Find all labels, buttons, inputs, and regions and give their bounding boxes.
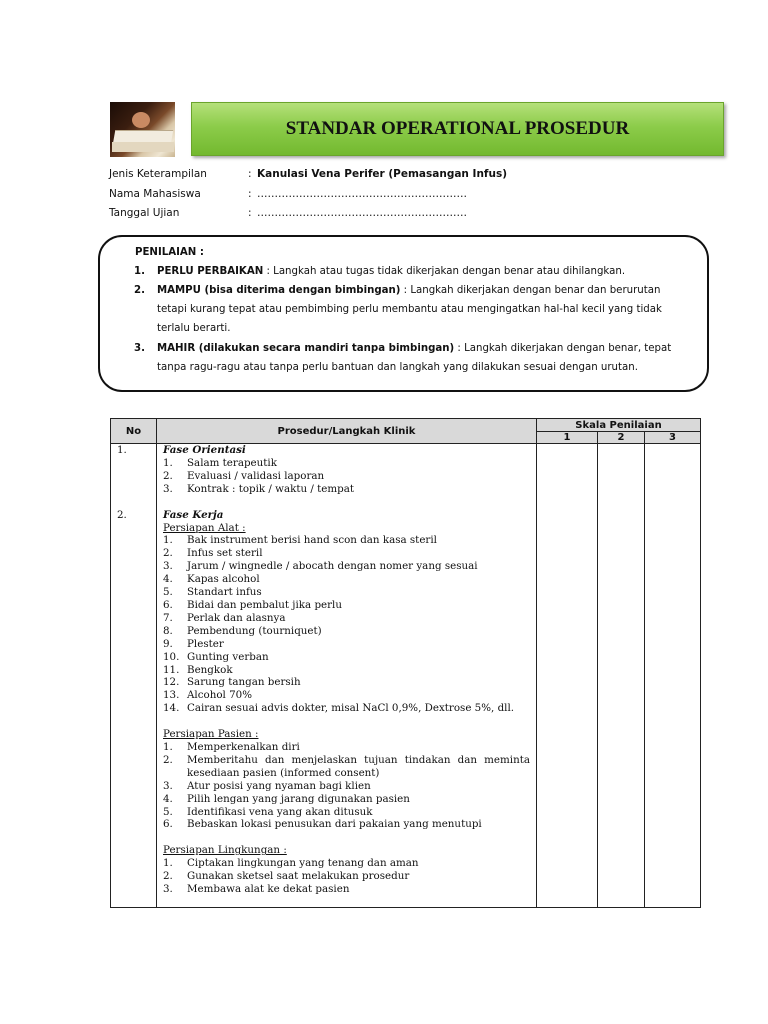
assessment-heading: PENILAIAN : [135,247,204,258]
list-item: 1. Memperkenalkan diri [163,741,300,754]
list-item: 3. Kontrak : topik / waktu / tempat [163,482,355,495]
list-item: 4. Kapas alcohol [163,573,260,586]
col-header-procedure: Prosedur/Langkah Klinik [157,419,537,444]
section-heading: Persiapan Pasien : [163,728,259,741]
list-item: 4. Pilih lengan yang jarang digunakan pasien [163,792,410,805]
list-item: 3. Atur posisi yang nyaman bagi klien [163,779,371,792]
list-item: 5. Standart infus [163,586,262,599]
list-item: 8. Pembendung (tourniquet) [163,624,322,637]
assessment-box: PENILAIAN : 1. PERLU PERBAIKAN : Langkah atau tugas tidak dikerjakan dengan benar atau dihilangkan. 2. MAMPU (bisa diterima dengan bimbingan) : Langkah dikerjakan dengan benar dan berurutan tetapi kurang tepat atau pembimbing perlu membantu atau mengingatkan hal-hal kecil yang tidak terlalu berarti. 3. MAHIR (dilakukan secara mandiri tanpa bimbingan) : Langkah dikerjakan dengan benar, tepat tanpa ragu-ragu atau tanpa perlu bantuan dan langkah yang dilakukan sesuai dengan urutan. [98,235,709,392]
list-item: 13. Alcohol 70% [163,689,252,702]
table-row [111,444,701,908]
section-heading: Persiapan Lingkungan : [163,844,287,857]
list-item: 6. Bebaskan lokasi penusukan dari pakaian yang menutupi [163,818,482,831]
list-item: 12. Sarung tangan bersih [163,676,301,689]
meta-label: Jenis Keterampilan [109,168,207,180]
meta-label: Tanggal Ujian [109,207,180,219]
list-item: 11. Bengkok [163,663,233,676]
title-banner [191,102,724,156]
meta-value: …………………………………………………… [257,207,467,219]
scale-col-1: 1 [537,432,598,444]
meta-label: Nama Mahasiswa [109,188,201,200]
section-heading: Persiapan Alat : [163,521,246,534]
meta-value: Kanulasi Vena Perifer (Pemasangan Infus) [257,168,508,180]
list-item: 9. Plester [163,637,224,650]
list-item: 2. Infus set steril [163,547,263,560]
list-item: 3. Jarum / wingnedle / abocath dengan nomer yang sesuai [163,560,478,573]
list-item: 14. Cairan sesuai advis dokter, misal NaCl 0,9%, Dextrose 5%, dll. [163,702,515,715]
phase-title: Fase Kerja [163,508,224,521]
procedure-cell [157,444,537,908]
list-item: 2. Memberitahu dan menjelaskan tujuan tindakan dan meminta kesediaan pasien (informed consent) [163,753,530,779]
scale-col-3: 3 [645,432,701,444]
header-photo [110,102,175,157]
list-item: 6. Bidai dan pembalut jika perlu [163,598,342,611]
list-item: 1. Ciptakan lingkungan yang tenang dan aman [163,857,419,870]
row-number: 2. [117,508,127,521]
procedure-table [110,418,701,908]
meta-value: …………………………………………………… [257,188,467,200]
row-number: 1. [117,444,127,456]
phase-title: Fase Orientasi [163,444,246,456]
score-cell-3[interactable] [645,444,701,908]
score-cell-1[interactable] [537,444,598,908]
list-item: 1. Salam terapeutik [163,456,277,469]
list-item: 3. Membawa alat ke dekat pasien [163,883,350,896]
list-item: 5. Identifikasi vena yang akan ditusuk [163,805,373,818]
page-title: STANDAR OPERATIONAL PROSEDUR [285,118,630,139]
scale-col-2: 2 [598,432,645,444]
col-header-scale: Skala Penilaian [537,419,701,432]
list-item: 2. Evaluasi / validasi laporan [163,469,325,482]
col-header-no: No [111,419,157,444]
list-item: 2. Gunakan sketsel saat melakukan prosedur [163,870,410,883]
score-cell-2[interactable] [598,444,645,908]
list-item: 10. Gunting verban [163,650,269,663]
list-item: 1. Bak instrument berisi hand scon dan kasa steril [163,534,437,547]
list-item: 7. Perlak dan alasnya [163,611,286,624]
